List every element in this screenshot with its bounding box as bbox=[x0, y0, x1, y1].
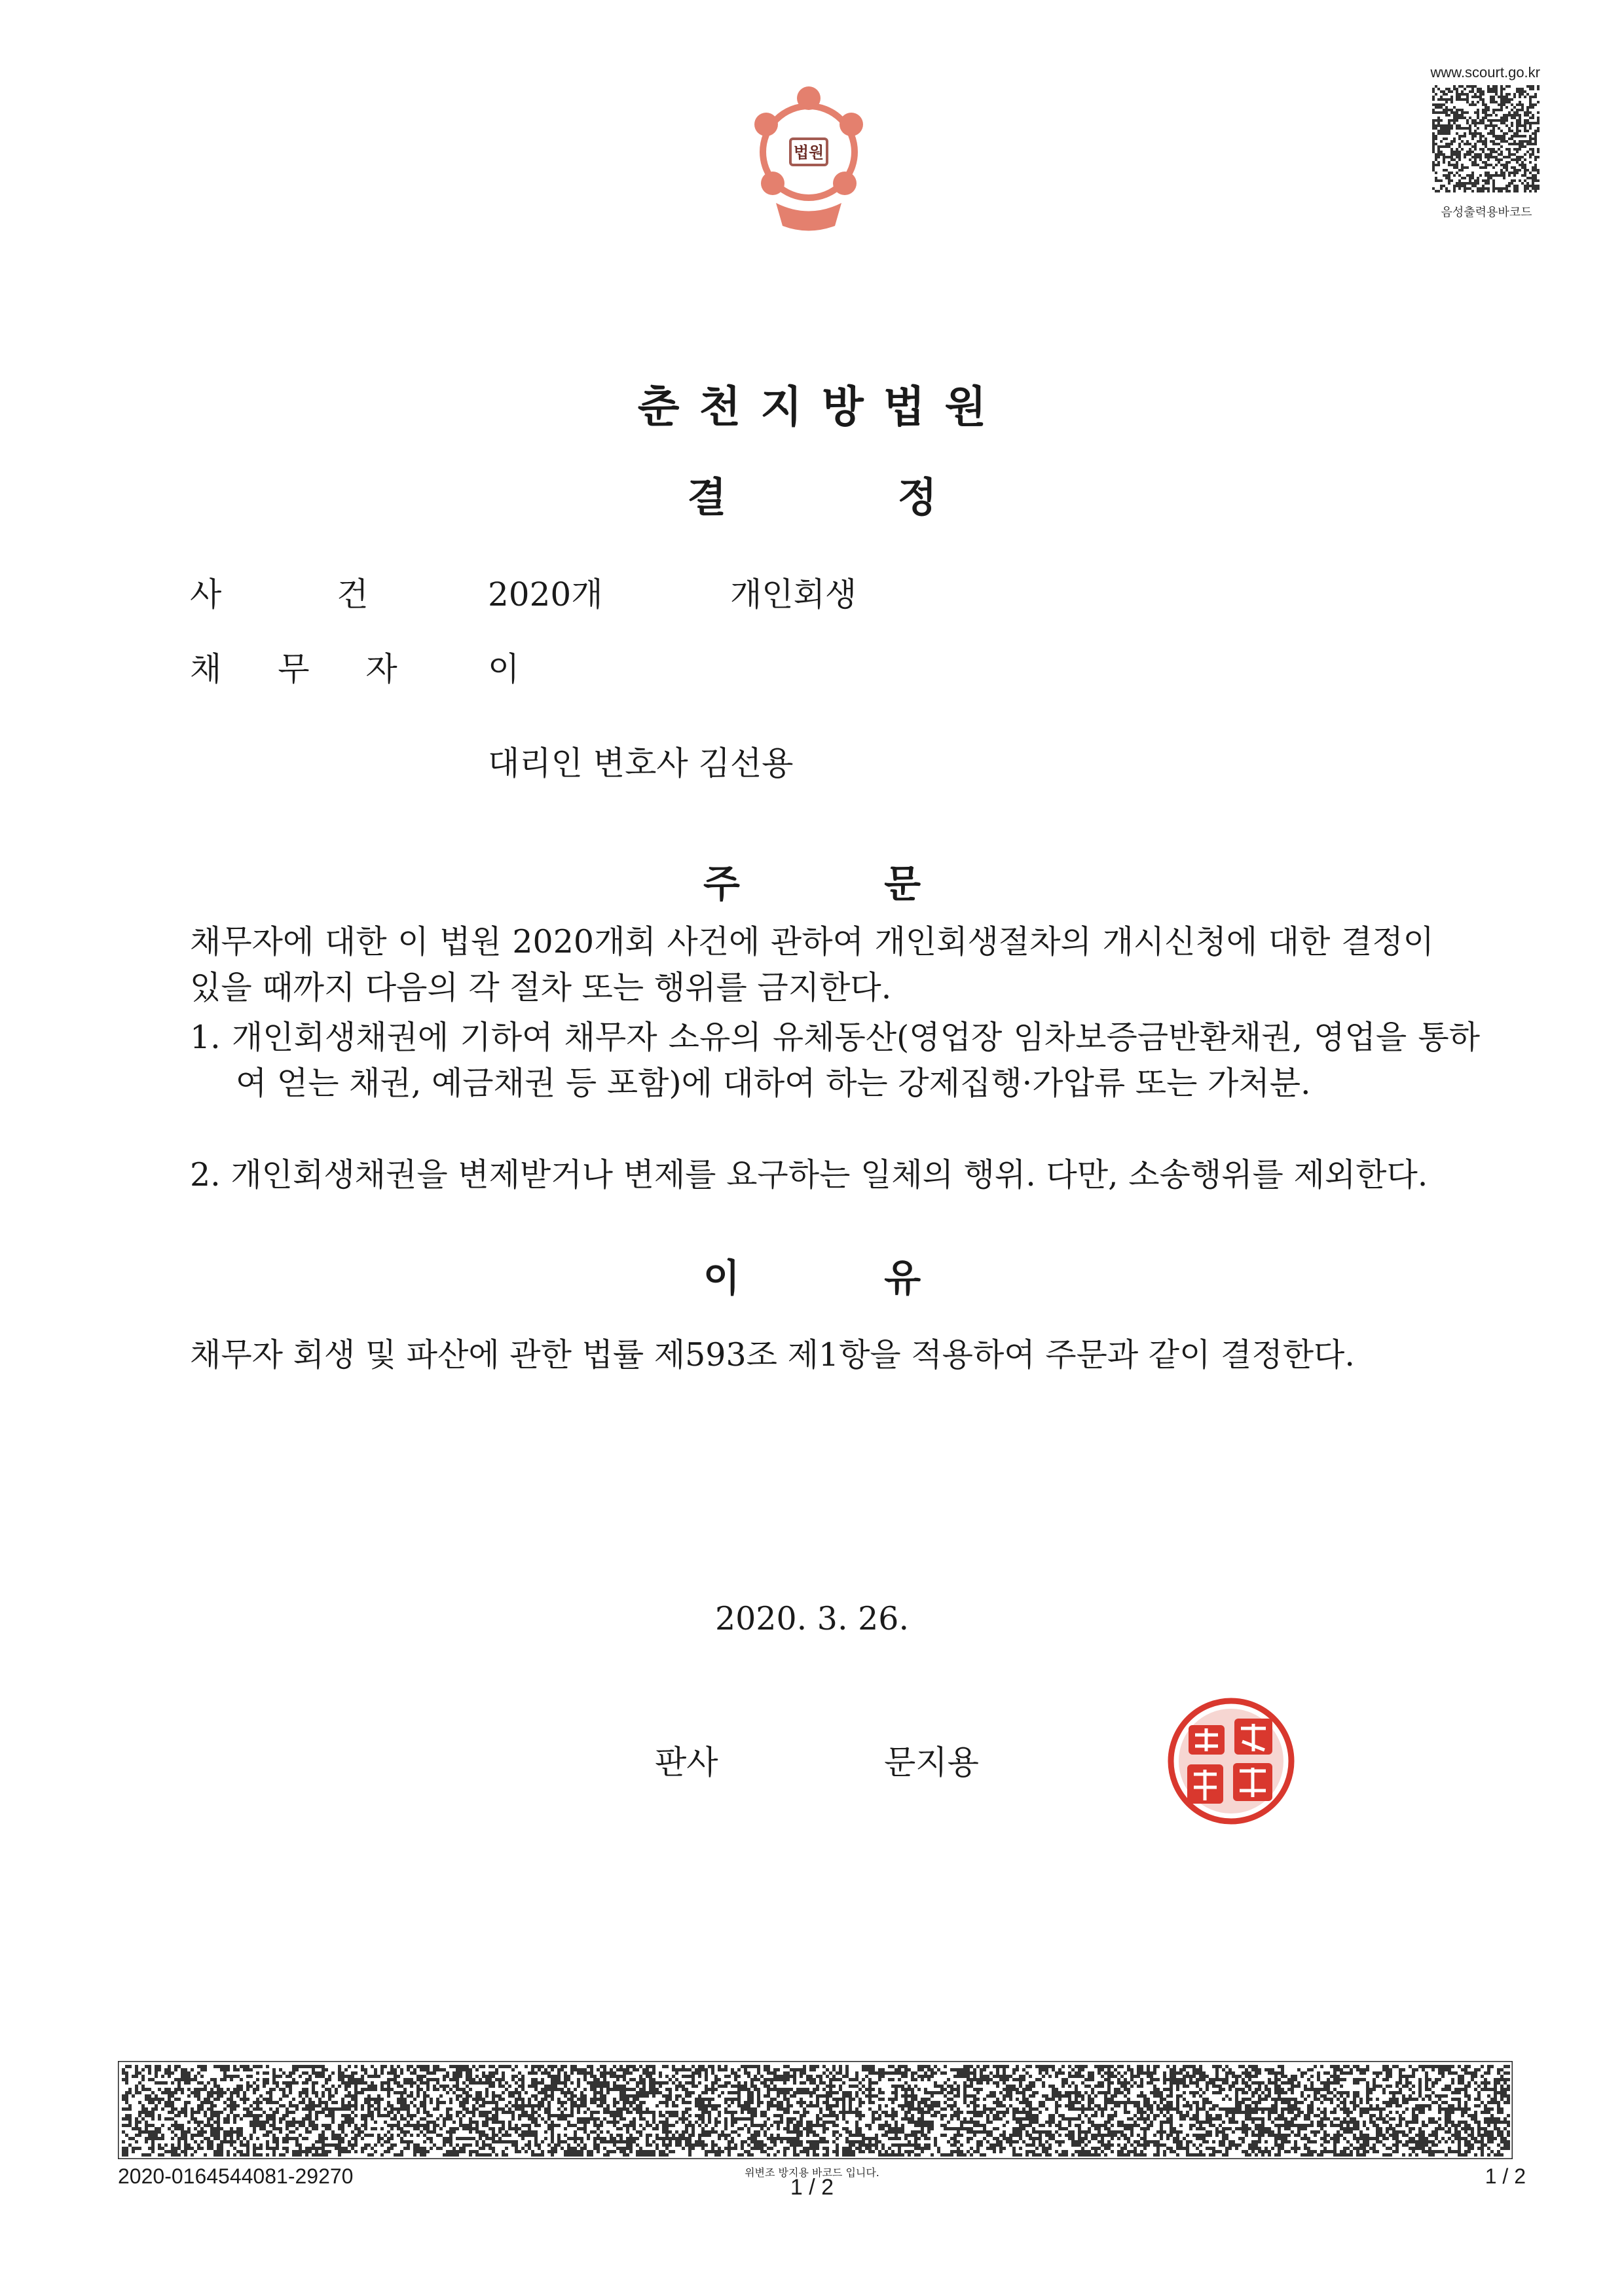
judge-name: 문지용 bbox=[884, 1743, 979, 1781]
forgery-prevention-note: 위변조 방지용 바코드 입니다. bbox=[745, 2166, 879, 2179]
debtor-name: 이 bbox=[488, 650, 520, 688]
order-item-1: 1. 개인회생채권에 기하여 채무자 소유의 유체동산(영업장 임차보증금반환채권, 영업을 통하여 얻는 채권, 예금채권 등 포함)에 대하여 하는 강제집행·가압류 또는 가처분. bbox=[190, 1019, 1480, 1102]
document-number: 2020-0164544081-29270 bbox=[118, 2164, 354, 2188]
judge-seal bbox=[1162, 1692, 1300, 1830]
case-label: 사 건 bbox=[190, 575, 369, 613]
document-title: 결 정 bbox=[687, 473, 937, 521]
case-number: 2020개 bbox=[488, 575, 603, 613]
reason-heading: 이 유 bbox=[703, 1256, 921, 1300]
order-heading: 주 문 bbox=[703, 862, 921, 906]
court-url: www.scourt.go.kr bbox=[1430, 64, 1540, 81]
court-name: 춘천지방법원 bbox=[637, 382, 1006, 432]
decision-date: 2020. 3. 26. bbox=[714, 1600, 910, 1637]
court-emblem bbox=[730, 79, 887, 236]
svg-text:법원: 법원 bbox=[793, 143, 824, 162]
voice-barcode-caption: 음성출력용바코드 bbox=[1441, 206, 1532, 219]
case-type: 개인회생 bbox=[730, 575, 857, 613]
voice-output-barcode bbox=[1431, 84, 1541, 194]
debtor-label: 채 무 자 bbox=[190, 650, 397, 688]
page-number-right: 1 / 2 bbox=[1485, 2164, 1526, 2188]
order-intro: 채무자에 대한 이 법원 2020개회 사건에 관하여 개인회생절차의 개시신청에 대한 결정이 있을 때까지 다음의 각 절차 또는 행위를 금지한다. bbox=[190, 923, 1434, 1006]
agent-attorney: 대리인 변호사 김선용 bbox=[488, 744, 794, 782]
anti-forgery-barcode bbox=[118, 2061, 1513, 2159]
reason-text: 채무자 회생 및 파산에 관한 법률 제593조 제1항을 적용하여 주문과 같이 결정한다. bbox=[190, 1336, 1355, 1374]
order-item-2: 2. 개인회생채권을 변제받거나 변제를 요구하는 일체의 행위. 다만, 소송행위를 제외한다. bbox=[190, 1156, 1428, 1194]
judge-label: 판사 bbox=[655, 1743, 718, 1781]
page-number: 1 / 2 bbox=[790, 2175, 834, 2200]
